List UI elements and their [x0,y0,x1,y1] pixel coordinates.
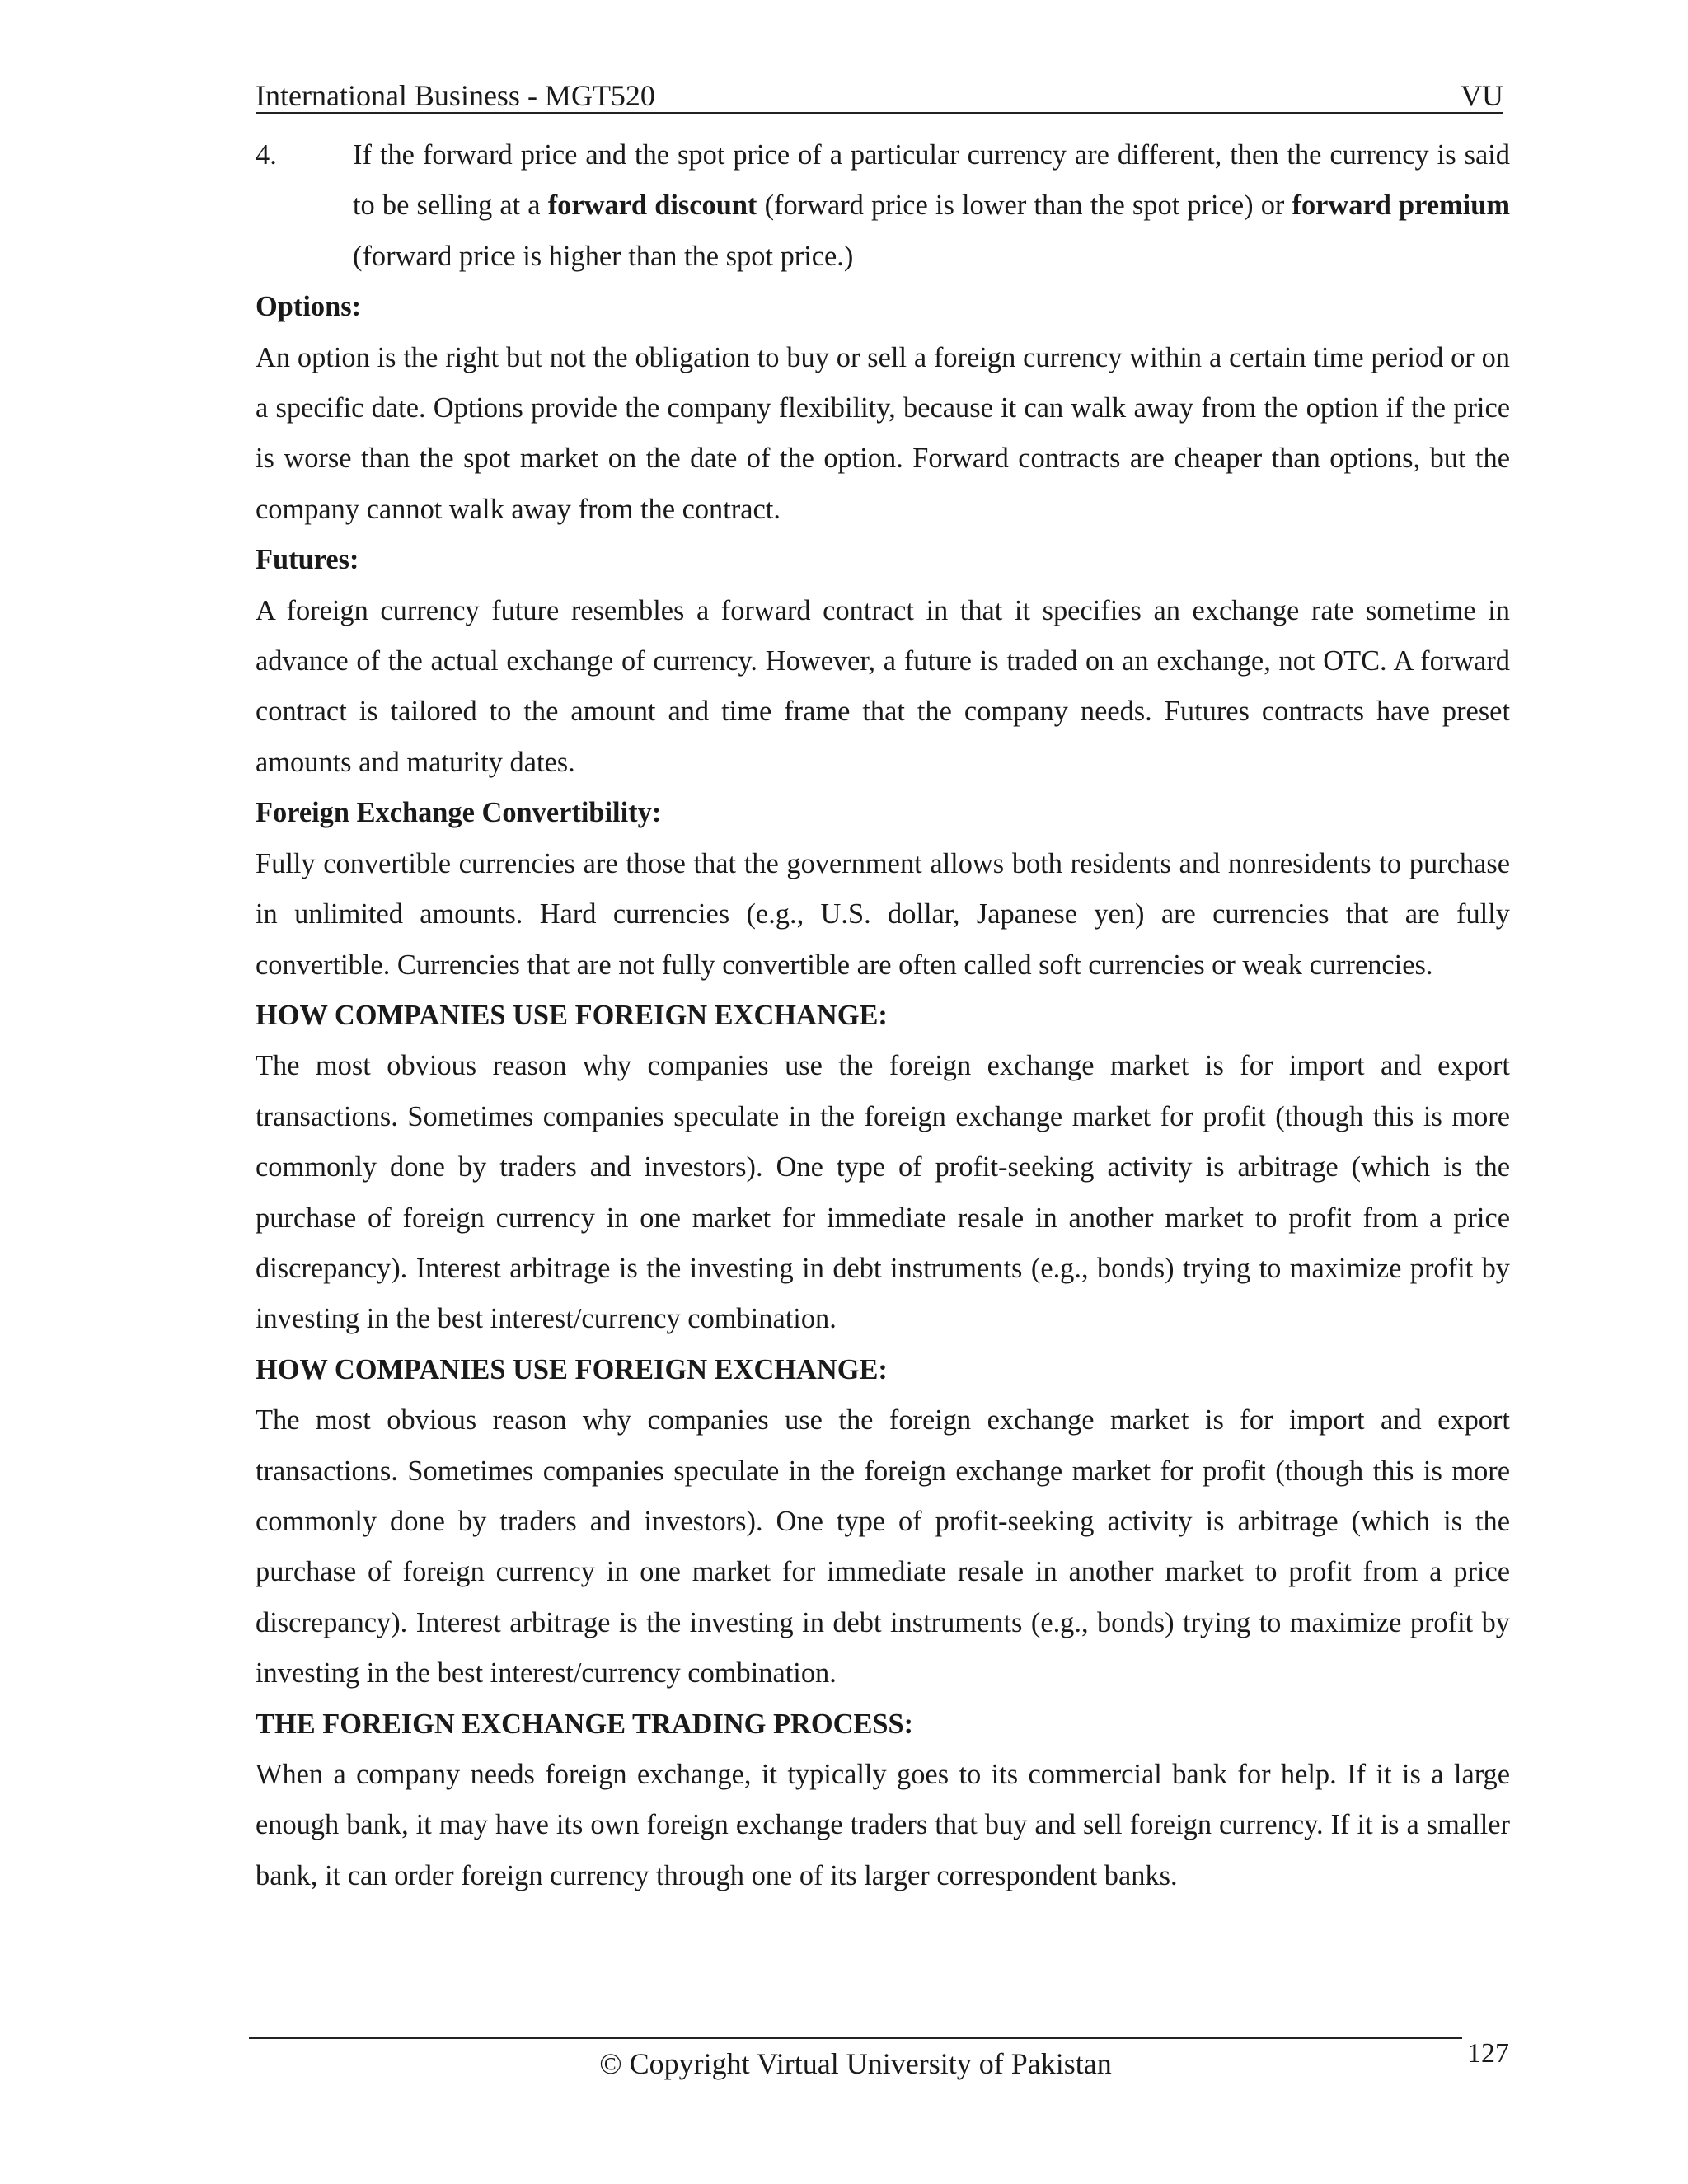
list-item-number: 4. [256,139,277,171]
paragraph-convertibility: Fully convertible currencies are those that the government allows both residents and nonresidents to purchase in unlimited amounts. Hard currencies (e.g., U.S. dollar, Japanese yen) are currencies that are fully convertible. Currencies that are not fully convertible are often called soft currencies or weak currencies. [256,847,1510,981]
heading-convertibility: Foreign Exchange Convertibility: [256,797,662,829]
term-forward-discount: forward discount [547,190,757,222]
item-text-part: (forward price is lower than the spot price) or [757,190,1292,222]
list-item-4 [256,130,1510,282]
paragraph-how-companies-use-1: The most obvious reason why companies use the foreign exchange market is for import and export transactions. Sometimes companies speculate in the foreign exchange market for profit (though this is more commonly done by traders and investors). One type of profit-seeking activity is arbitrage (which is the purchase of foreign currency in one market for immediate resale in another market to profit from a price discrepancy). Interest arbitrage is the investing in debt instruments (e.g., bonds) trying to maximize profit by investing in the best interest/currency combination. [256,1050,1510,1335]
heading-trading-process: THE FOREIGN EXCHANGE TRADING PROCESS: [256,1708,914,1740]
list-item-text [353,130,1510,282]
paragraph-trading-process: When a company needs foreign exchange, it typically goes to its commercial bank for help. If it is a large enough bank, it may have its own foreign exchange traders that buy and sell foreign currency. If it is a smaller bank, it can order foreign currency through one of its larger correspondent banks. [256,1759,1510,1891]
page-number: 127 [1467,2038,1509,2069]
page-body [256,130,1510,1901]
footer-divider [249,2037,1462,2039]
paragraph-futures: A foreign currency future resembles a forward contract in that it specifies an exchange rate sometime in advance of the actual exchange of currency. However, a future is traded on an exchange, not OTC. A forward contract is tailored to the amount and time frame that the company needs. Futures contracts have preset amounts and maturity dates. [256,594,1510,778]
heading-how-companies-use-2: HOW COMPANIES USE FOREIGN EXCHANGE: [256,1353,888,1385]
header-institution: VU [1461,79,1503,112]
term-forward-premium: forward premium [1292,190,1511,222]
page-header [256,77,1503,114]
item-text-part: If the forward price and the spot price of a particular currency are different, then the currency is said to be selling at a [353,139,1510,222]
header-title: International Business - MGT520 [256,79,655,112]
footer-copyright: © Copyright Virtual University of Pakistan [599,2047,1112,2080]
item-text-part: (forward price is higher than the spot price.) [353,240,854,272]
paragraph-options: An option is the right but not the obligation to buy or sell a foreign currency within a certain time period or on a specific date. Options provide the company flexibility, because it can walk away from the option if the price is worse than the spot market on the date of the option. Forward contracts are cheaper than options, but the company cannot walk away from the contract. [256,341,1510,525]
heading-options: Options: [256,291,362,323]
paragraph-how-companies-use-2: The most obvious reason why companies use the foreign exchange market is for import and export transactions. Sometimes companies speculate in the foreign exchange market for profit (though this is more commonly done by traders and investors). One type of profit-seeking activity is arbitrage (which is the purchase of foreign currency in one market for immediate resale in another market to profit from a price discrepancy). Interest arbitrage is the investing in debt instruments (e.g., bonds) trying to maximize profit by investing in the best interest/currency combination. [256,1404,1510,1690]
heading-futures: Futures: [256,544,359,576]
heading-how-companies-use-1: HOW COMPANIES USE FOREIGN EXCHANGE: [256,999,888,1031]
